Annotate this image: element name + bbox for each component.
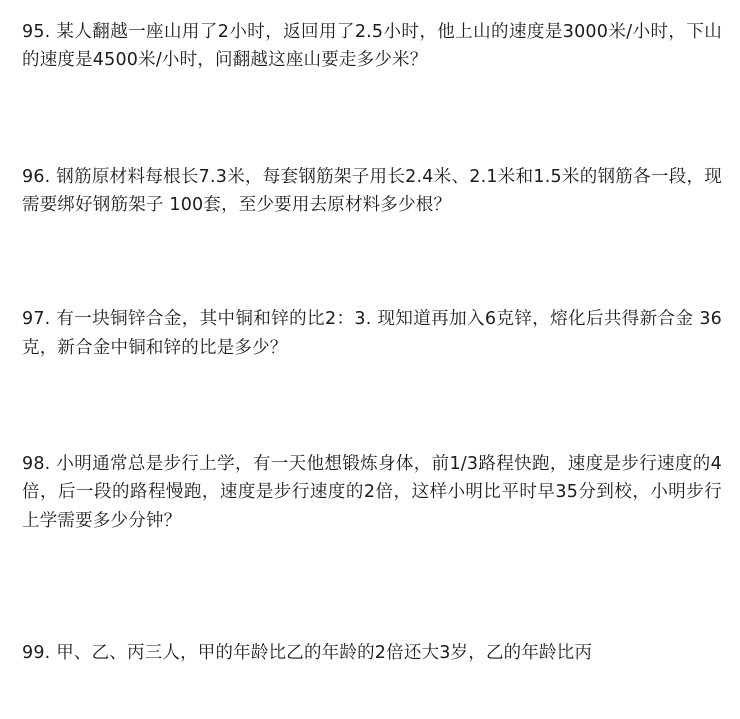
problem-95: 95. 某人翻越一座山用了2小时，返回用了2.5小时，他上山的速度是3000米/小时，下山的速度是4500米/小时，问翻越这座山要走多少米？ <box>22 22 722 71</box>
problem-96: 96. 钢筋原材料每根长7.3米，每套钢筋架子用长2.4米、2.1米和1.5米的钢筋各一段，现需要绑好钢筋架子 100套，至少要用去原材料多少根？ <box>22 166 722 216</box>
problem-98: 98. 小明通常总是步行上学，有一天他想锻炼身体，前1/3路程快跑，速度是步行速度的4倍，后一段的路程慢跑，速度是步行速度的2倍，这样小明比平时早35分到校，小明步行上学需要多少分钟？ <box>22 454 722 531</box>
problem-99: 99. 甲、乙、丙三人，甲的年龄比乙的年龄的2倍还大3岁，乙的年龄比丙 <box>22 642 593 663</box>
problem-99-clipped <box>22 621 722 663</box>
problem-97: 97. 有一块铜锌合金，其中铜和锌的比2：3. 现知道再加入6克锌，熔化后共得新合金 36克，新合金中铜和锌的比是多少？ <box>22 309 722 358</box>
